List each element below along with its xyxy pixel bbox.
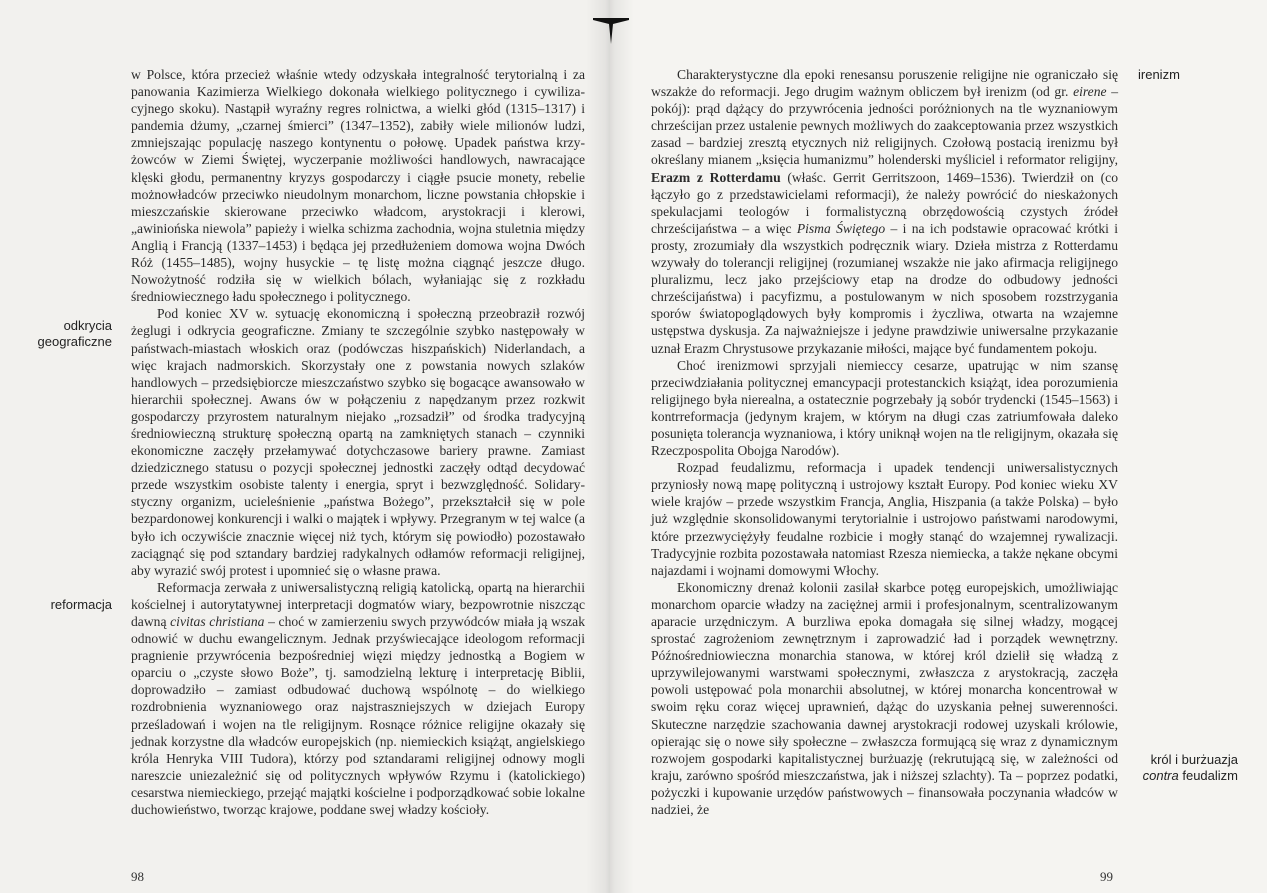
paragraph	[131, 305, 585, 579]
text-run: – i na ich podstawie opracować krótki i prosty, zrozumiały dla wszystkich podręcznik wiary. Dzieła mistrza z Rotterdamu wzywały do tolerancji religijnej (rozumianej wszakże nie jako afirmacja religijnego pluralizmu, lecz jako przejściowy etap na drodze do odbudowy jedności chrześcijaństwa) i pacyfizmu, a postulowanym w nich sposobem rozstrzygania sporów światopoglądowych były kompromis i życzliwa, otwarta na wzajemne ustępstwa dyskusja. Za najważniejsze i jedyne prawdziwie uniwersalne przykazanie uznał Erazm Chrystusowe przykazanie miłości, mające być fundamentem pokoju.	[651, 220, 1118, 356]
margin-note-reformacja	[51, 597, 112, 613]
margin-note-text: feudalizm	[1178, 768, 1238, 783]
right-body-text	[651, 66, 1118, 818]
text-run: Ekonomiczny drenaż kolonii zasilał skarbce potęg europejskich, umożliwiając monarchom oparcie władzy na zaciężnej armii i profesjonalnym, scentralizowanym aparacie urzędniczym. A burzliwa epoka domagała się silnej władzy, mogącej sprostać zagrożeniom zewnętrznym i zaprowadzić ład i porządek wewnętrzny. Późnośredniowieczna monarchia stanowa, w której król dzielił się władzą z uprzywilejowanymi warstwami społecznymi, zwłaszcza z arystokracją, zaczęła powoli ustępować pola monarchii absolutnej, w której monarcha koncentrował w swoim ręku coraz więcej uprawnień, dążąc do uzyskania pełnej suwerenności. Skuteczne narzędzie szachowania dawnej arystokracji rodowej uzyskali królowie, opierając się o nowe siły społeczne – zwłaszcza formującą się wraz z dynamicznym rozwojem gospodarki kapitalistycznej burżuazję (rekrutującą się, w zależności od kraju, zarówno spośród mieszczaństwa, jak i niższej szlachty). Ta – poprzez podatki, pożyczki i kupowanie urzędów państwowych – finansowała poczynania władców w nadziei, że	[651, 579, 1118, 818]
italic-term: eirene	[1073, 84, 1107, 100]
italic-term: Pisma Świętego	[796, 220, 886, 236]
margin-note-line: odkrycia	[63, 318, 112, 333]
bookmark-ribbon-icon	[593, 18, 629, 44]
text-run: Pod koniec XV w. sytuację ekonomiczną i społeczną przeobraził rozwój żeglugi i odkrycia geograficzne. Zmiany te szczególnie szybko następowały w państwach-miastach włoskich oraz (podówczas hiszpańskich) Niderlandach, a więc krajach nadmorskich. Skorzystały one z powstania nowych szlaków handlowych – przedsiębiorcze mieszczaństwo szybko się bogacące awansowało w hierarchii społecznej. Awans ów w połączeniu z napędzanym przez rozkwit gospodarczy przyrostem naturalnym niejako „rozsadził” od środka tradycyjną średniowieczną strukturę społeczną opartą na zamkniętych stanach – czynniki ekonomiczne zaczęły przełamywać dotychczasowe bariery prawne. Zamiast dziedzicznego statusu o pozycji społecznej jednostki zaczęły odtąd decydować przede wszystkim osobiste talenty i energia, spryt i bezwzględność. Solidarystyczny organizm, ucieleśnienie „państwa Bożego”, przekształcił się w pole bezpardonowej konkurencji i walki o majątek i wpływy. Przegranym w tej walce (a było ich oczywiście znacznie więcej niż tych, którym się powiodło) pozostawało zaciągnąć się pod sztandary bardziej radykalnych odłamów reformacji religijnej, aby wyrazić swój protest i upomnieć się o własne prawa.	[131, 306, 585, 578]
margin-note-line	[1120, 768, 1238, 784]
text-run: Charakterystyczne dla epoki renesansu poruszenie religijne nie ograniczało się wszakże do reformacji. Jego drugim ważnym obliczem był irenizm (od gr.	[651, 67, 1118, 100]
book-gutter	[586, 0, 634, 893]
paragraph	[651, 357, 1118, 460]
page-number-right: 99	[1100, 869, 1113, 884]
margin-note-line: król i burżuazja	[1150, 752, 1238, 767]
text-run: Rozpad feudalizmu, reformacja i upadek tendencji uniwersalistycznych przyniosły nową mapę polityczną i ustrojowy kształt Europy. Pod koniec wieku XV wiele krajów – przede wszystkim Francja, Anglia, Hiszpania (a także Polska) – było już względnie skonsolidowanymi terytorialnie i ustrojowo państwami narodowymi, które przezwyciężyły feudalne rozbicie i mogły stanąć do wzajemnej rywalizacji. Tradycyjnie rozbita pozostawała natomiast Rzesza niemiecka, a także nękane obcymi najazdami i wojnami domowymi Włochy.	[651, 460, 1118, 578]
margin-note-odkrycia-geograficzne	[38, 318, 112, 350]
margin-note-text: irenizm	[1138, 67, 1180, 82]
paragraph	[131, 66, 585, 305]
paragraph	[651, 579, 1118, 818]
page-number-left: 98	[131, 869, 144, 884]
text-run: – choć w zamierzeniu swych przywódców miała ją wszak odnowić w duchu ewangelicznym. Jednak przyświecające ideologom reformacji pragnienie przywrócenia bezpośredniej więzi między jednostką a Bogiem w oparciu o „czyste słowo Boże”, tj. samodzielną lekturę i interpretację Biblii, doprowadziło – zamiast odbudować duchową wspólnotę – do wielkiego rozdrobnienia wyznaniowego oraz najstraszniejszych w dziejach Europy prześladowań i wojen na tle religijnym. Rosnące różnice religijne okazały się jednak korzystne dla władców europejskich (np. niemieckich książąt, angielskiego króla Henryka VIII Tudora), którzy pod sztandarami religijnej odnowy mogli nareszcie uniezależnić się od politycznych wpływów Rzymu i (katolickiego) cesarstwa niemieckiego, przejąć majątki kościelne i podporządkować sobie lokalne duchowieństwo, tworząc krajowe, poddane swej władzy kościoły.	[131, 614, 585, 818]
text-run: – pokój): prąd dążący do przywrócenia jedności poróżnionych na tle wyznaniowym chrześcijan przez ustalenie pewnych możliwych do zaakceptowania przez wszystkich zasad – bardziej zresztą etycznych niż religijnych. Czołową postacią irenizmu był określany mianem „księcia humanizmu” holenderski myśliciel i reformator religijny,	[651, 84, 1118, 168]
paragraph	[651, 459, 1118, 579]
italic-term: civitas christiana	[170, 614, 265, 629]
margin-note-italic: contra	[1142, 768, 1179, 783]
margin-note-irenizm	[1138, 67, 1180, 83]
text-run: Choć irenizmowi sprzyjali niemieccy cesarze, upatrując w nim szansę przeciwdziałania politycznej emancypacji protestanckich książąt, idea porozumienia religijnego była nierealna, a ostatecznie pogrzebały ją sobór trydencki (1545–1563) i kontrreformacja (jedynym krajem, w którym na długi czas zatriumfowała daleko posunięta tolerancja wyznaniowa, i który uniknął wojen na tle religijnym, okazała się Rzeczpospolita Obojga Narodów).	[651, 357, 1118, 459]
text-run: (właśc. Gerrit Gerritszoon, 1469–1536). Twierdził on (co łączyło go z przedstawicielami reformacji), że należy powrócić do nieskażonych spekulacjami teologów i formalistyczną obrzędowością czystych źródeł chrześcijaństwa – a więc	[651, 169, 1119, 236]
paragraph	[131, 579, 585, 818]
paragraph	[651, 66, 1118, 357]
left-body-text	[131, 66, 585, 818]
margin-note-krol-burzuazja	[1120, 752, 1238, 784]
margin-note-line: geograficzne	[37, 334, 112, 349]
text-run: Reformacja zerwała z uniwersalistyczną religią katolicką, opartą na hierarchii kościelnej i autorytatywnej interpretacji dogmatów wiary, bezpowrotnie niszcząc dawną	[131, 579, 585, 629]
text-run: w Polsce, która przecież właśnie wtedy odzyskała integralność terytorialną i za panowania Kazimierza Wielkiego dokonała wielkiego politycznego i cywilizacyjnego skoku). Nastąpił wyraźny regres rolnictwa, a wielki głód (1315–1317) i pandemia dżumy, „czarnej śmierci” (1347–1352), zabiły wiele milionów ludzi, zmniejszając populację naszego kontynentu o połowę. Upadek państwa krzyżowców w Ziemi Świętej, wyczerpanie możliwości handlowych, nawracające klęski głodu, permanentny kryzys gospodarczy i ciągłe psucie monety, rebelie możnowładców przeciwko nieudolnym monarchom, liczne powstania chłopskie i mieszczańskie skierowane przeciwko władcom, arystokracji i klerowi, „awiniońska niewola” papieży i wielka schizma zachodnia, wojna stuletnia między Anglią i Francją (1337–1453) i będąca jej przedłużeniem domowa wojna Dwóch Róż (1455–1485), wojny husyckie – tę listę można ciągnąć jeszcze długo. Nowożytność rodziła się w wielkich bólach, wyłaniając się z rozkładu średniowiecznego ładu społecznego i politycznego.	[131, 67, 585, 305]
bold-name: Erazm z Rotterdamu	[651, 169, 781, 185]
margin-note-line: reformacja	[50, 597, 112, 612]
